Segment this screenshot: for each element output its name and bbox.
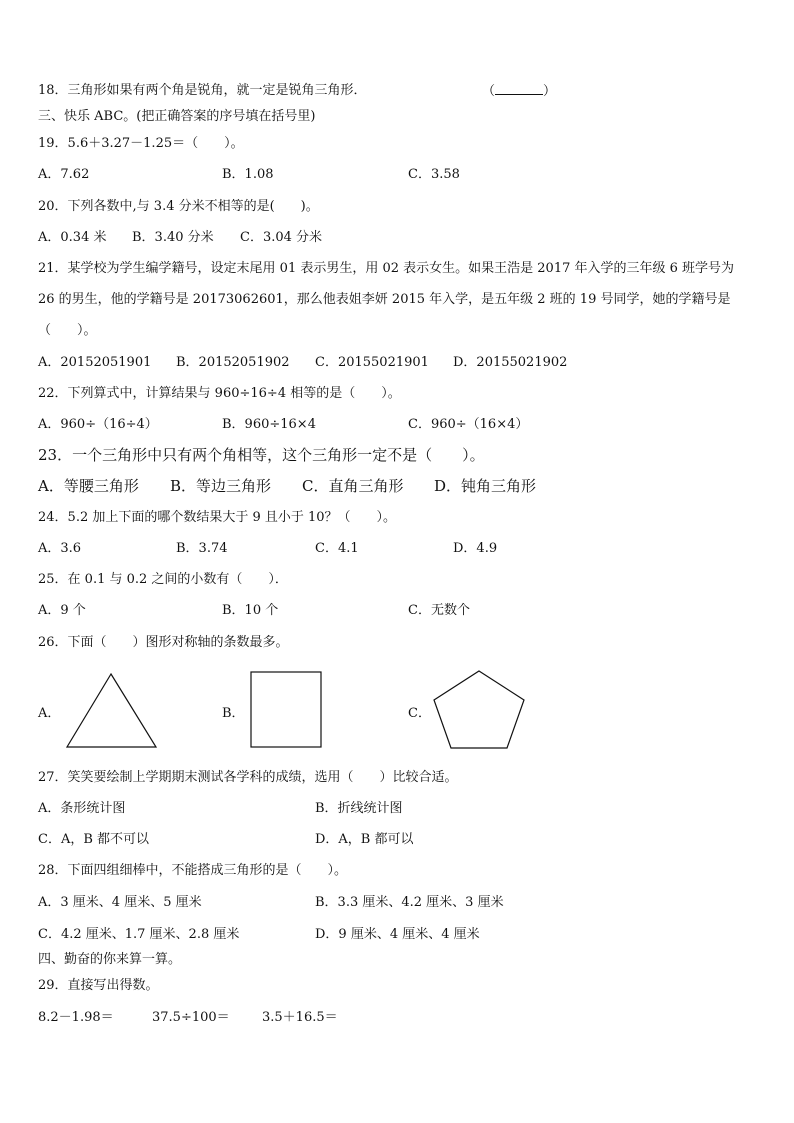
square-shape (248, 670, 324, 752)
question-21-line-1: 21．某学校为学生编学籍号，设定末尾用 01 表示男生，用 02 表示女生。如果王浩是 2017 年入学的三年级 6 班学号为 (38, 261, 735, 276)
q23-option-a[interactable]: A．等腰三角形 (38, 477, 139, 495)
q20-option-b[interactable]: B．3.40 分米 (132, 230, 214, 245)
q21-option-b[interactable]: B．20152051902 (176, 355, 290, 370)
q25-option-c[interactable]: C．无数个 (408, 603, 470, 618)
section-4-heading: 四、勤奋的你来算一算。 (38, 952, 182, 967)
question-18 (38, 82, 367, 100)
q26-label-a[interactable]: A． (38, 706, 61, 721)
q20-option-a[interactable]: A．0.34 米 (38, 230, 107, 245)
question-21-line-3: （ ）。 (38, 323, 97, 338)
q23-option-b[interactable]: B．等边三角形 (170, 477, 272, 495)
question-21-line-2: 26 的男生，他的学籍号是 20173062601，那么他表姐李妍 2015 年入学，是五年级 2 班的 19 号同学，她的学籍号是 (38, 292, 731, 307)
triangle-shape (64, 670, 160, 752)
q27-option-b[interactable]: B．折线统计图 (315, 801, 403, 816)
q28-option-a[interactable]: A．3 厘米、4 厘米、5 厘米 (38, 895, 202, 910)
section-3-heading: 三、快乐 ABC。(把正确答案的序号填在括号里) (38, 109, 316, 124)
q18-answer-blank[interactable]: （ ） (482, 84, 557, 99)
q27-option-a[interactable]: A．条形统计图 (38, 801, 126, 816)
q24-option-d[interactable]: D．4.9 (453, 541, 498, 556)
q22-option-b[interactable]: B．960÷16×4 (222, 417, 316, 432)
question-25: 25．在 0.1 与 0.2 之间的小数有（ ）． (38, 572, 288, 587)
q24-option-b[interactable]: B．3.74 (176, 541, 228, 556)
q28-option-c[interactable]: C．4.2 厘米、1.7 厘米、2.8 厘米 (38, 927, 240, 942)
question-28: 28．下面四组细棒中，不能搭成三角形的是（ ）。 (38, 863, 348, 878)
q29-expr-3[interactable]: 3.5＋16.5＝ (262, 1010, 338, 1025)
q26-label-c[interactable]: C． (408, 706, 431, 721)
question-22: 22．下列算式中，计算结果与 960÷16÷4 相等的是（ ）。 (38, 386, 401, 401)
q25-option-a[interactable]: A．9 个 (38, 603, 86, 618)
q22-option-a[interactable]: A．960÷（16÷4） (38, 417, 158, 432)
q27-option-d[interactable]: D．A，B 都可以 (315, 832, 414, 847)
q19-option-c[interactable]: C．3.58 (408, 167, 460, 182)
q19-option-a[interactable]: A．7.62 (38, 167, 90, 182)
question-29: 29．直接写出得数。 (38, 978, 159, 993)
q24-option-c[interactable]: C．4.1 (315, 541, 359, 556)
question-27: 27．笑笑要绘制上学期期末测试各学科的成绩，选用（ ）比较合适。 (38, 770, 458, 785)
q18-text: 18．三角形如果有两个角是锐角，就一定是锐角三角形． (38, 83, 367, 98)
q28-option-d[interactable]: D．9 厘米、4 厘米、4 厘米 (315, 927, 480, 942)
q19-option-b[interactable]: B．1.08 (222, 167, 274, 182)
q25-option-b[interactable]: B．10 个 (222, 603, 279, 618)
q20-option-c[interactable]: C．3.04 分米 (240, 230, 323, 245)
q29-expr-2[interactable]: 37.5÷100＝ (152, 1010, 230, 1025)
question-23: 23．一个三角形中只有两个角相等，这个三角形一定不是（ ）。 (38, 446, 485, 464)
question-20: 20．下列各数中,与 3.4 分米不相等的是( )。 (38, 199, 319, 214)
pentagon-shape (430, 668, 528, 752)
question-26: 26．下面（ ）图形对称轴的条数最多。 (38, 635, 289, 650)
q29-expr-1[interactable]: 8.2－1.98＝ (38, 1010, 114, 1025)
q21-option-c[interactable]: C．20155021901 (315, 355, 429, 370)
q21-option-d[interactable]: D．20155021902 (453, 355, 568, 370)
q22-option-c[interactable]: C．960÷（16×4） (408, 417, 529, 432)
question-24: 24．5.2 加上下面的哪个数结果大于 9 且小于 10？（ ）。 (38, 510, 397, 525)
q27-option-c[interactable]: C．A，B 都不可以 (38, 832, 150, 847)
question-19: 19．5.6＋3.27－1.25＝（ ）。 (38, 136, 244, 151)
q28-option-b[interactable]: B．3.3 厘米、4.2 厘米、3 厘米 (315, 895, 504, 910)
q21-option-a[interactable]: A．20152051901 (38, 355, 152, 370)
q26-label-b[interactable]: B． (222, 706, 245, 721)
q23-option-d[interactable]: D．钝角三角形 (434, 477, 537, 495)
q23-option-c[interactable]: C．直角三角形 (302, 477, 404, 495)
q24-option-a[interactable]: A．3.6 (38, 541, 82, 556)
